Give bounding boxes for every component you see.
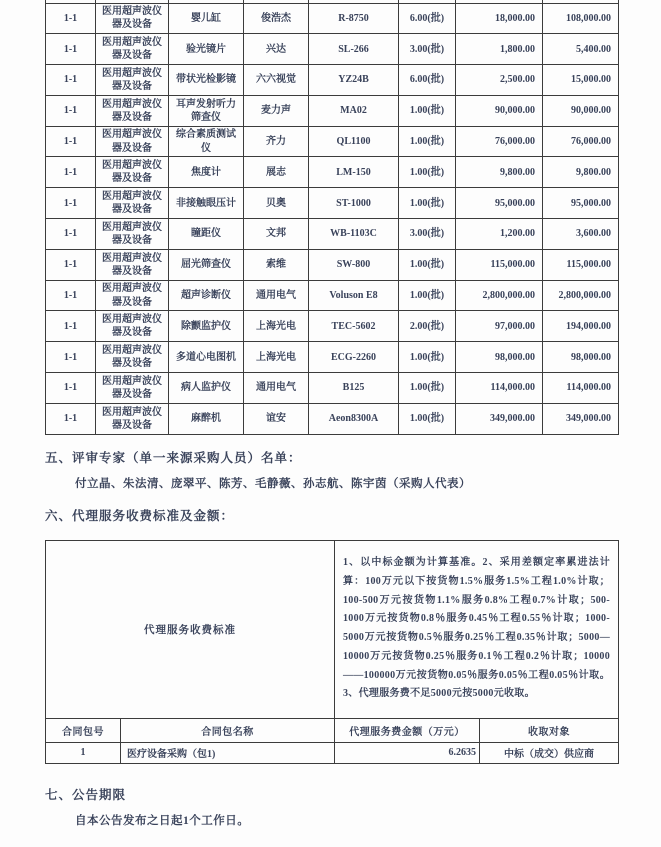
cell-brand: 索维 [244,249,309,280]
fee-header-package-no: 合同包号 [46,718,121,742]
cell-item: 多道心电图机 [169,342,244,373]
cell-pkg: 1-1 [46,311,96,342]
cell-pkg: 1-1 [46,188,96,219]
cell-category: 医用超声波仪器及设备 [96,403,169,434]
cell-qty: 3.00(批) [399,34,456,65]
cell-category: 医用超声波仪器及设备 [96,126,169,157]
cell-category: 医用超声波仪器及设备 [96,342,169,373]
equipment-row [46,126,619,157]
cell-item: 综合素质测试仪 [169,126,244,157]
cell-qty: 1.00(批) [399,373,456,404]
cell-pkg: 1-1 [46,157,96,188]
cell-qty: 1.00(批) [399,280,456,311]
cell-brand: 兴达 [244,34,309,65]
cell-total: 90,000.00 [543,95,619,126]
cell-brand: 麦力声 [244,95,309,126]
cell-unit: 115,000.00 [456,249,543,280]
fee-target: 中标（成交）供应商 [480,742,619,763]
cell-brand: 齐力 [244,126,309,157]
cell-category: 医用超声波仪器及设备 [96,95,169,126]
cell-model: R-8750 [309,3,399,34]
cell-model: SL-266 [309,34,399,65]
cell-category: 医用超声波仪器及设备 [96,280,169,311]
cell-brand: 六六视觉 [244,65,309,96]
cell-pkg: 1-1 [46,65,96,96]
equipment-row [46,188,619,219]
cell-model: ST-1000 [309,188,399,219]
cell-qty: 3.00(批) [399,219,456,250]
cell-item: 非接触眼压计 [169,188,244,219]
cell-item: 瞳距仪 [169,219,244,250]
section7-body: 自本公告发布之日起1个工作日。 [75,814,250,827]
cell-pkg: 1-1 [46,373,96,404]
fee-header-target: 收取对象 [480,718,619,742]
cell-model: Aeon8300A [309,403,399,434]
fee-package-no: 1 [46,742,121,763]
cell-brand: 上海光电 [244,311,309,342]
fee-standard-row [46,540,619,718]
cell-category: 医用超声波仪器及设备 [96,219,169,250]
document-content [45,0,618,828]
fee-amount: 6.2635 [335,742,480,763]
cell-model: YZ24B [309,65,399,96]
agency-fee-table [45,540,619,764]
cell-total: 15,000.00 [543,65,619,96]
cell-category: 医用超声波仪器及设备 [96,34,169,65]
equipment-row [46,249,619,280]
cell-total: 98,000.00 [543,342,619,373]
cell-pkg: 1-1 [46,34,96,65]
cell-qty: 2.00(批) [399,311,456,342]
cell-item: 耳声发射听力筛查仪 [169,95,244,126]
cell-item: 婴儿缸 [169,3,244,34]
equipment-row [46,280,619,311]
equipment-row [46,373,619,404]
cell-item: 验光镜片 [169,34,244,65]
cell-qty: 1.00(批) [399,157,456,188]
cell-brand: 文邦 [244,219,309,250]
equipment-row [46,95,619,126]
cell-qty: 1.00(批) [399,403,456,434]
cell-total: 95,000.00 [543,188,619,219]
section6-heading: 六、代理服务收费标准及金额： [45,508,235,523]
cell-pkg: 1-1 [46,95,96,126]
cell-pkg: 1-1 [46,3,96,34]
cell-item: 焦度计 [169,157,244,188]
cell-total: 194,000.00 [543,311,619,342]
equipment-row [46,311,619,342]
cell-unit: 76,000.00 [456,126,543,157]
fee-package-name: 医疗设备采购（包1) [121,742,335,763]
cell-item: 超声诊断仪 [169,280,244,311]
cell-qty: 1.00(批) [399,188,456,219]
cell-pkg: 1-1 [46,280,96,311]
cell-brand: 展志 [244,157,309,188]
cell-model: LM-150 [309,157,399,188]
cell-unit: 9,800.00 [456,157,543,188]
cell-qty: 1.00(批) [399,126,456,157]
cell-qty: 1.00(批) [399,95,456,126]
cell-model: TEC-5602 [309,311,399,342]
cell-pkg: 1-1 [46,342,96,373]
cell-brand: 上海光电 [244,342,309,373]
cell-unit: 114,000.00 [456,373,543,404]
equipment-row [46,219,619,250]
cell-total: 349,000.00 [543,403,619,434]
cell-category: 医用超声波仪器及设备 [96,373,169,404]
cell-pkg: 1-1 [46,126,96,157]
fee-header-package-name: 合同包名称 [121,718,335,742]
cell-item: 带状光检影镜 [169,65,244,96]
fee-header-row [46,718,619,742]
cell-unit: 18,000.00 [456,3,543,34]
cell-category: 医用超声波仪器及设备 [96,157,169,188]
cell-unit: 349,000.00 [456,403,543,434]
cell-item: 屈光筛查仪 [169,249,244,280]
cell-unit: 98,000.00 [456,342,543,373]
cell-pkg: 1-1 [46,403,96,434]
equipment-table [45,0,619,435]
expert-names: 付立晶、朱法清、庞翠平、陈芳、毛静薇、孙志航、陈宇茵（采购人代表） [75,477,471,490]
cell-unit: 2,800,000.00 [456,280,543,311]
cell-brand: 谊安 [244,403,309,434]
equipment-row [46,403,619,434]
cell-unit: 1,800.00 [456,34,543,65]
section7-heading: 七、公告期限 [45,787,127,802]
cell-unit: 90,000.00 [456,95,543,126]
cell-category: 医用超声波仪器及设备 [96,188,169,219]
cell-qty: 1.00(批) [399,249,456,280]
cell-item: 除颤监护仪 [169,311,244,342]
equipment-row [46,157,619,188]
cell-qty: 1.00(批) [399,342,456,373]
cell-total: 3,600.00 [543,219,619,250]
equipment-row [46,3,619,34]
fee-standard-text: 1、以中标金额为计算基准。2、采用差额定率累进法计算：100万元以下按货物1.5%服务1.5%工程1.0%计取；100-500万元按货物1.1%服务0.8%工程0.7%计取；500-1000万元按货物0.8％服务0.45％工程0.55％计取；1000-5000万元按货物0.5％服务0.25％工程0.35％计取；5000—10000万元按货物0.25％服务0.1％工程0.2％计取；10000——100000万元按货物0.05％服务0.05％工程0.05％计取。3、代理服务费不足5000元按5000元收取。 [335,540,619,718]
cell-total: 108,000.00 [543,3,619,34]
cell-qty: 6.00(批) [399,3,456,34]
cell-brand: 通用电气 [244,280,309,311]
cell-model: QL1100 [309,126,399,157]
cell-category: 医用超声波仪器及设备 [96,65,169,96]
cell-model: B125 [309,373,399,404]
equipment-rows [46,0,619,434]
equipment-row [46,65,619,96]
cell-model: MA02 [309,95,399,126]
cell-item: 麻醉机 [169,403,244,434]
cell-brand: 通用电气 [244,373,309,404]
cell-category: 医用超声波仪器及设备 [96,311,169,342]
cell-total: 5,400.00 [543,34,619,65]
cell-model: ECG-2260 [309,342,399,373]
equipment-row [46,34,619,65]
cell-total: 76,000.00 [543,126,619,157]
cell-brand: 贝奥 [244,188,309,219]
equipment-row [46,342,619,373]
cell-total: 115,000.00 [543,249,619,280]
cell-unit: 97,000.00 [456,311,543,342]
cell-pkg: 1-1 [46,219,96,250]
cell-model: SW-800 [309,249,399,280]
fee-standard-label: 代理服务收费标准 [46,540,335,718]
cell-unit: 95,000.00 [456,188,543,219]
cell-model: WB-1103C [309,219,399,250]
cell-brand: 俊浩杰 [244,3,309,34]
cell-unit: 1,200.00 [456,219,543,250]
section5-heading: 五、评审专家（单一来源采购人员）名单： [45,450,302,465]
cell-unit: 2,500.00 [456,65,543,96]
fee-data-row [46,742,619,763]
cell-pkg: 1-1 [46,249,96,280]
fee-header-amount: 代理服务费金额（万元） [335,718,480,742]
cell-total: 9,800.00 [543,157,619,188]
cell-category: 医用超声波仪器及设备 [96,3,169,34]
cell-total: 114,000.00 [543,373,619,404]
cell-category: 医用超声波仪器及设备 [96,249,169,280]
cell-model: Voluson E8 [309,280,399,311]
cell-item: 病人监护仪 [169,373,244,404]
cell-qty: 6.00(批) [399,65,456,96]
cell-total: 2,800,000.00 [543,280,619,311]
